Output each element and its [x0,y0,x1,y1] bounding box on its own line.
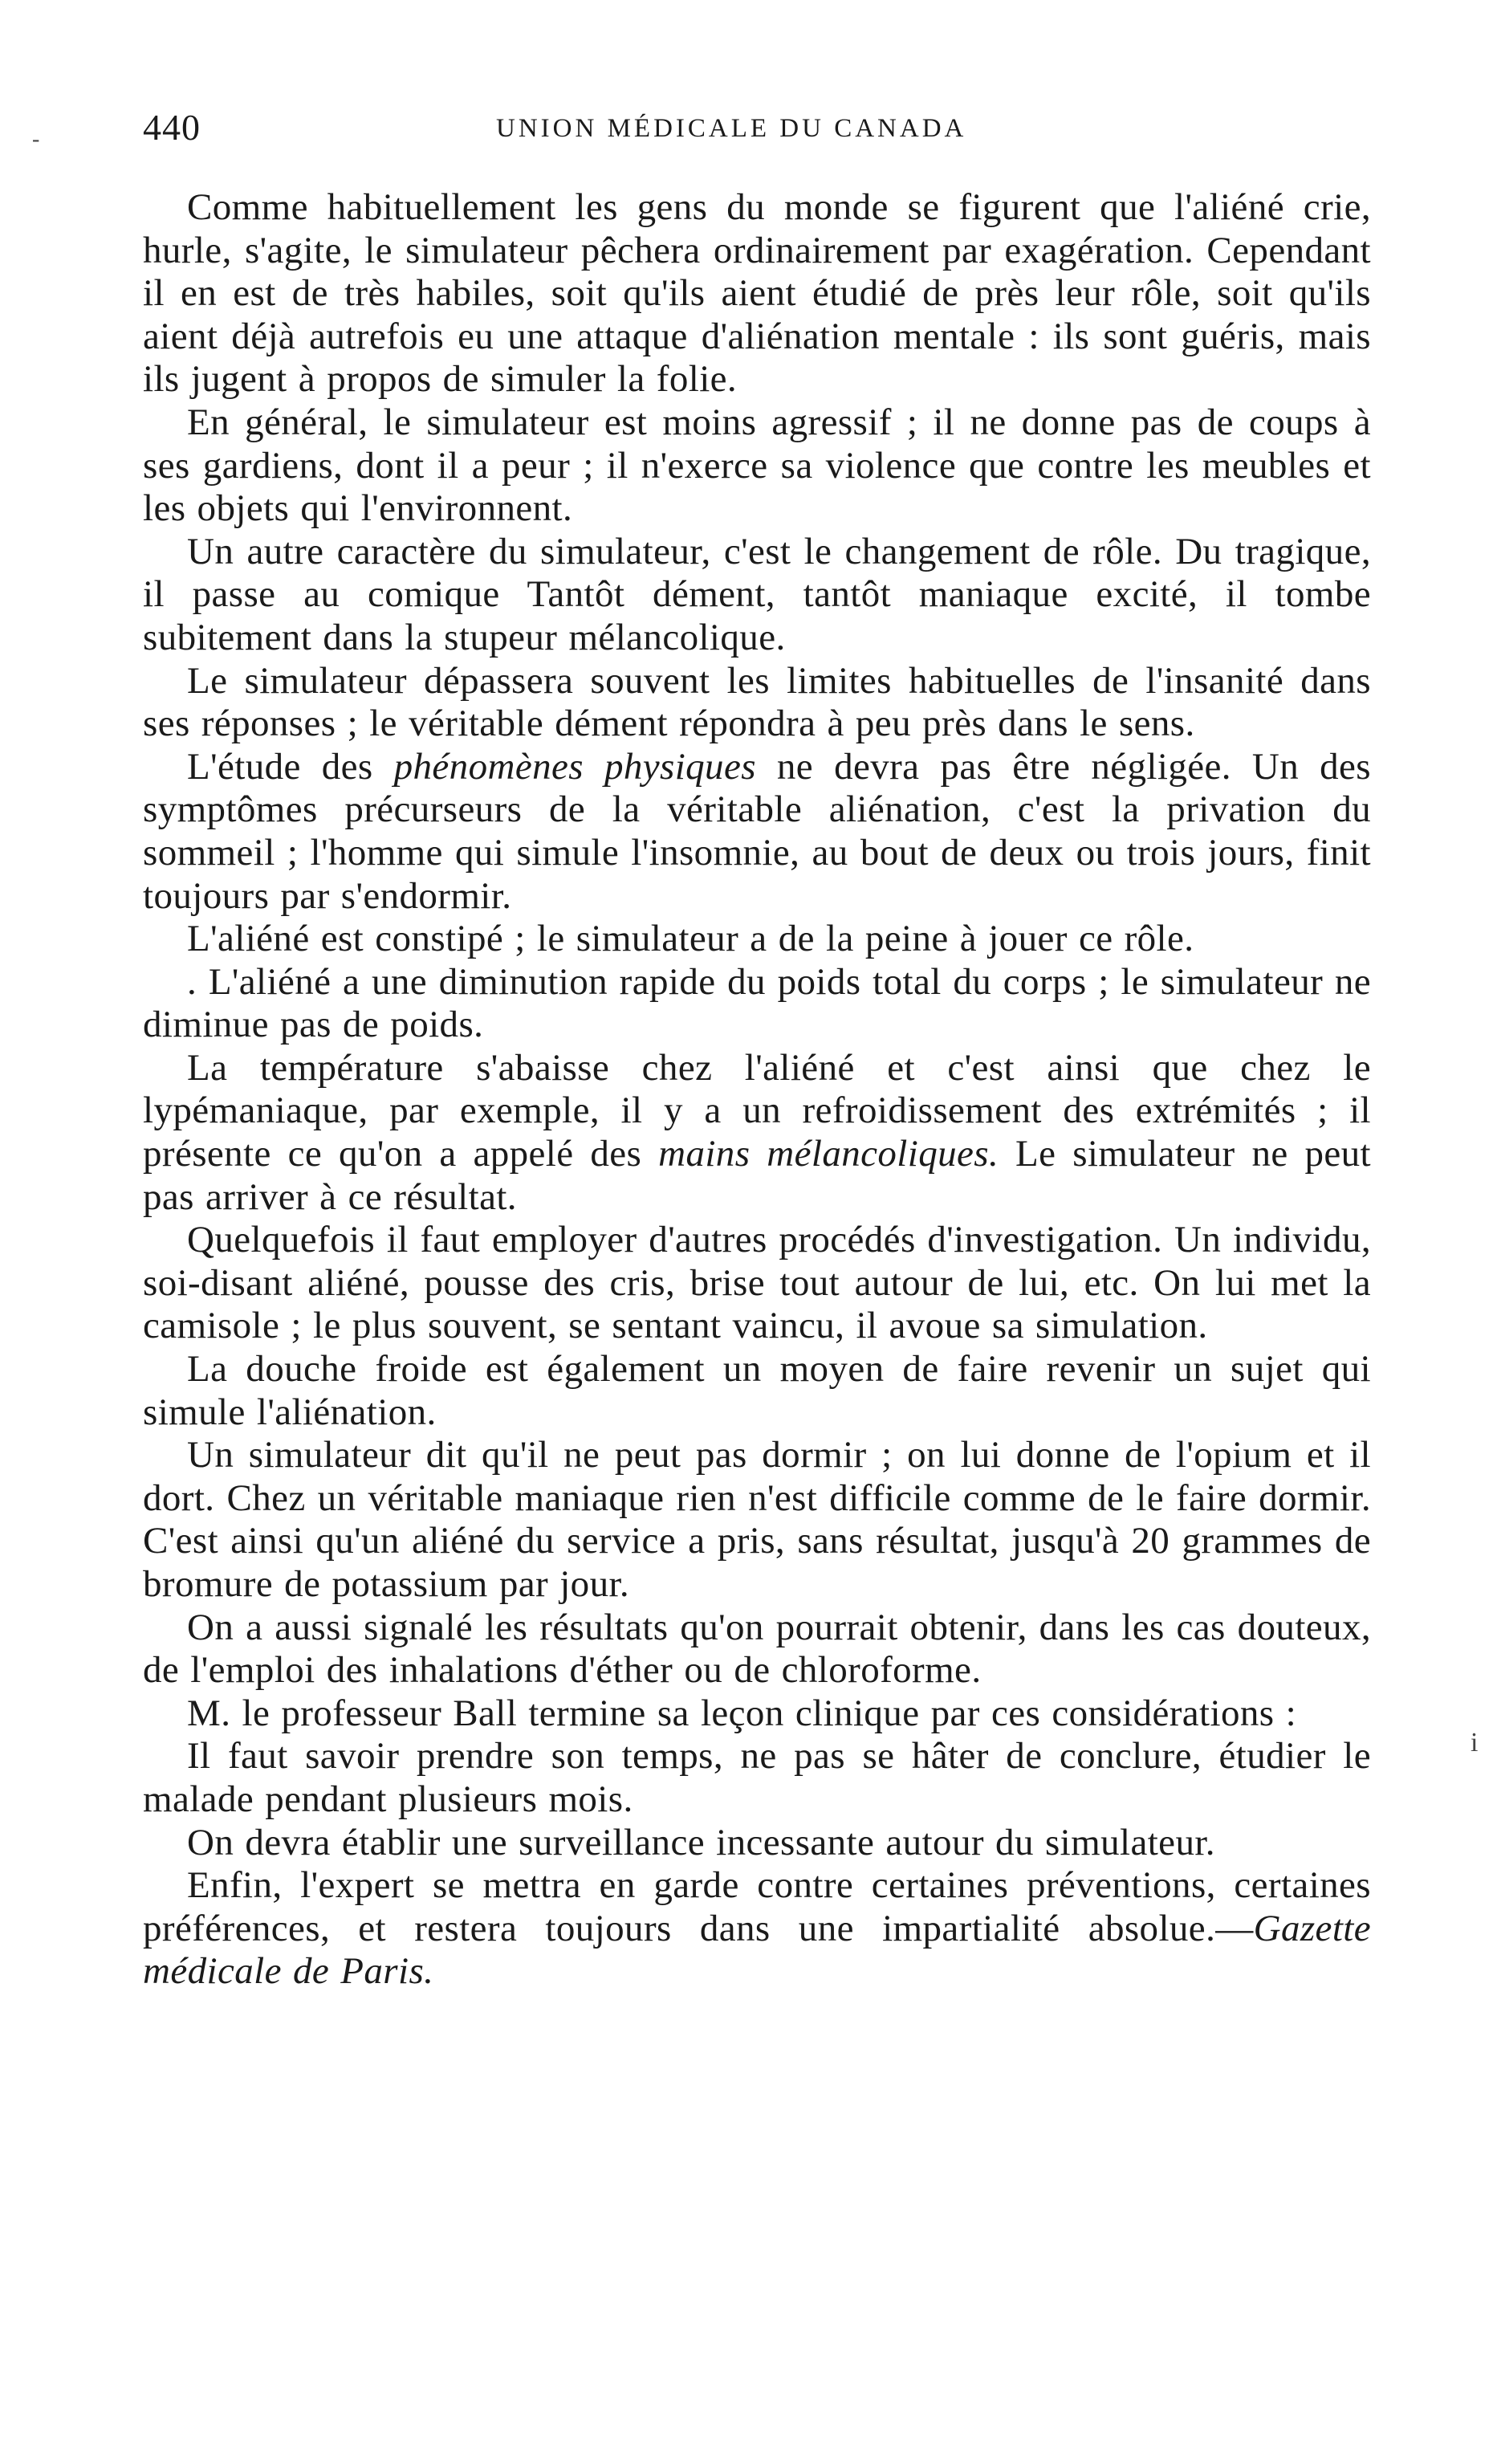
paragraph: Un autre caractère du simulateur, c'est le changement de rôle. Du tragique, il passe au comique Tantôt dément, tantôt maniaque excité, il tombe subitement dans la stupeur mélancolique. [143,530,1371,658]
paragraph: Le simulateur dépassera souvent les limites habituelles de l'insanité dans ses réponses ; le véritable dément répondra à peu près dans le sens. [143,659,1371,745]
paragraph: Quelquefois il faut employer d'autres procédés d'investigation. Un individu, soi-disant aliéné, pousse des cris, brise tout autour de lui, etc. On lui met la camisole ; le plus souvent, se sentant vaincu, il avoue sa simulation. [143,1219,1371,1347]
margin-mark: - [32,127,40,152]
paragraph: La douche froide est également un moyen de faire revenir un sujet qui simule l'aliénation. [143,1348,1371,1433]
source-citation: Gazette médicale de Paris. [143,1907,1371,1993]
paragraph: M. le professeur Ball termine sa leçon clinique par ces considérations : [187,1692,1297,1734]
page-header [143,106,1026,154]
paragraph: En général, le simulateur est moins agressif ; il ne donne pas de coups à ses gardiens, dont il a peur ; il n'exerce sa violence que contre les meubles et les objets qui l'environnent. [143,401,1371,530]
paragraph: L'aliéné est constipé ; le simulateur a de la peine à jouer ce rôle. [187,918,1194,960]
paragraph [143,746,1371,918]
paragraph-text: ne devra pas être négligée. Un des symptômes précurseurs de la véritable aliénation, c'est la privation du sommeil ; l'homme qui simule l'insomnie, au bout de deux ou trois jours, finit toujours par s'endormir. [143,745,1371,917]
paragraph: On a aussi signalé les résultats qu'on pourrait obtenir, dans les cas douteux, de l'emploi des inhalations d'éther ou de chloroforme. [143,1606,1371,1692]
paragraph: Comme habituellement les gens du monde se figurent que l'aliéné crie, hurle, s'agite, le simulateur pêchera ordinairement par exagération. Cependant il en est de très habiles, soit qu'ils aient étudié de près leur rôle, soit qu'ils aient déjà autrefois eu une attaque d'aliénation mentale : ils sont guéris, mais ils jugent à propos de simuler la folie. [143,186,1371,401]
paragraph [143,1047,1371,1219]
paragraph: Il faut savoir prendre son temps, ne pas se hâter de conclure, étudier le malade pendant plusieurs mois. [143,1735,1371,1820]
paragraph [143,1864,1371,1994]
paragraph: . L'aliéné a une diminution rapide du poids total du corps ; le simulateur ne diminue pas de poids. [143,960,1371,1046]
paragraph-text: Enfin, l'expert se mettra en garde contre certaines préventions, certaines préférences, et restera toujours dans une impartialité absolue.— [143,1864,1371,1949]
italic-phrase: mains mélancoliques. [658,1133,999,1175]
running-head: UNION MÉDICALE DU CANADA [496,114,967,143]
paragraph-text: Le simulateur ne peut pas arriver à ce résultat. [143,1133,1372,1218]
italic-phrase: phénomènes physiques [393,745,756,788]
paragraph-text: L'étude des [187,745,394,788]
paragraph-text: La température s'abaisse chez l'aliéné et c'est ainsi que chez le lypémaniaque, par exemple, il y a un refroidissement des extrémités ; il présente ce qu'on a appelé des [143,1046,1371,1175]
paragraph: On devra établir une surveillance incessante autour du simulateur. [187,1821,1215,1863]
page-number: 440 [143,107,201,148]
paragraph: Un simulateur dit qu'il ne peut pas dormir ; on lui donne de l'opium et il dort. Chez un véritable maniaque rien n'est difficile comme de le faire dormir. C'est ainsi qu'un aliéné du service a pris, sans résultat, jusqu'à 20 grammes de bromure de potassium par jour. [143,1434,1371,1605]
margin-mark: i [1471,1728,1479,1757]
article-body [143,186,1371,1994]
